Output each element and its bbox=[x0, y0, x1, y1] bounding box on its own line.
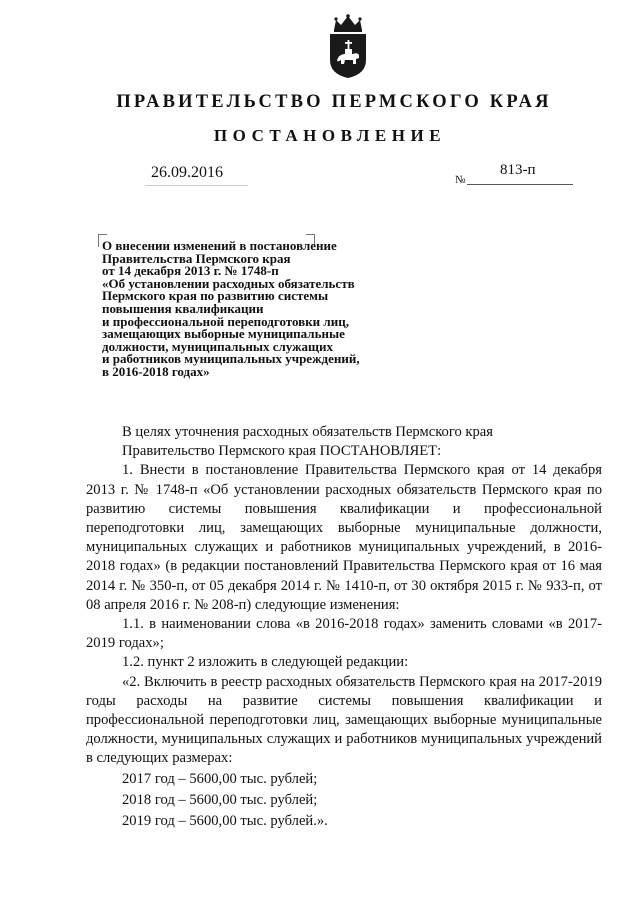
perm-krai-coat-of-arms-icon bbox=[326, 14, 370, 80]
number-sign: № bbox=[455, 174, 466, 186]
subject-line: и работников муниципальных учреждений, bbox=[102, 351, 360, 367]
subject-line: Правительства Пермского края bbox=[102, 250, 291, 266]
item-1-paragraph: 1. Внести в постановление Правительства Пермского края от 14 декабря 2013 г. № 1748-п «Об установлении расходных обязательств Пермского края по развитию системы повышения квалификации и профессиональной переподготовки лиц, замещающих выборные муниципальные должности, муниципальных служащих и работников муниципальных учреждений, в 2016-2018 годах» (в редакции постановлений Правительства Пермского края от 16 мая 2014 г. № 350-п, от 05 декабря 2014 г. № 1410-п, от 30 октября 2015 г. № 933-п, от 08 апреля 2016 г. № 208-п) следующие изменения: bbox=[86, 462, 602, 613]
document-type-title: ПОСТАНОВЛЕНИЕ bbox=[213, 126, 447, 145]
document-body bbox=[86, 423, 602, 832]
subject-line: и профессиональной переподготовки лиц, bbox=[102, 313, 349, 329]
decree-paragraph: Правительство Пермского края ПОСТАНОВЛЯЕТ: bbox=[122, 443, 442, 460]
document-subject bbox=[102, 240, 422, 379]
item-2-paragraph: «2. Включить в реестр расходных обязательств Пермского края на 2017-2019 годы расходы на развитие системы повышения квалификации и профессиональной переподготовки лиц, замещающих выборные муниципальные должности, муниципальных служащих и работников муниципальных учреждений в следующих размерах: bbox=[86, 673, 602, 767]
amount-line: 2019 год – 5600,00 тыс. рублей.». bbox=[122, 812, 328, 829]
number-underline bbox=[467, 184, 573, 185]
amount-line: 2017 год – 5600,00 тыс. рублей; bbox=[122, 770, 318, 787]
intro-paragraph: В целях уточнения расходных обязательств Пермского края bbox=[122, 424, 493, 440]
document-date: 26.09.2016 bbox=[151, 164, 223, 181]
subject-line: повышения квалификации bbox=[102, 300, 264, 316]
subject-line: замещающих выборные муниципальные bbox=[102, 326, 345, 342]
subject-line: О внесении изменений в постановление bbox=[102, 238, 337, 253]
document-number: 813-п bbox=[500, 162, 536, 178]
item-1-1-paragraph: 1.1. в наименовании слова «в 2016-2018 годах» заменить словами «в 2017-2019 годах»; bbox=[86, 616, 602, 652]
subject-line: должности, муниципальных служащих bbox=[102, 338, 334, 354]
date-underline bbox=[145, 185, 248, 186]
subject-line: Пермского края по развитию системы bbox=[102, 288, 329, 304]
item-1-2-paragraph: 1.2. пункт 2 изложить в следующей редакции: bbox=[122, 654, 409, 671]
amount-line: 2018 год – 5600,00 тыс. рублей; bbox=[122, 791, 318, 808]
government-title: ПРАВИТЕЛЬСТВО ПЕРМСКОГО КРАЯ bbox=[116, 92, 552, 112]
subject-line: «Об установлении расходных обязательств bbox=[102, 275, 355, 291]
subject-line: в 2016-2018 годах» bbox=[102, 363, 210, 379]
subject-line: от 14 декабря 2013 г. № 1748-п bbox=[102, 263, 279, 279]
